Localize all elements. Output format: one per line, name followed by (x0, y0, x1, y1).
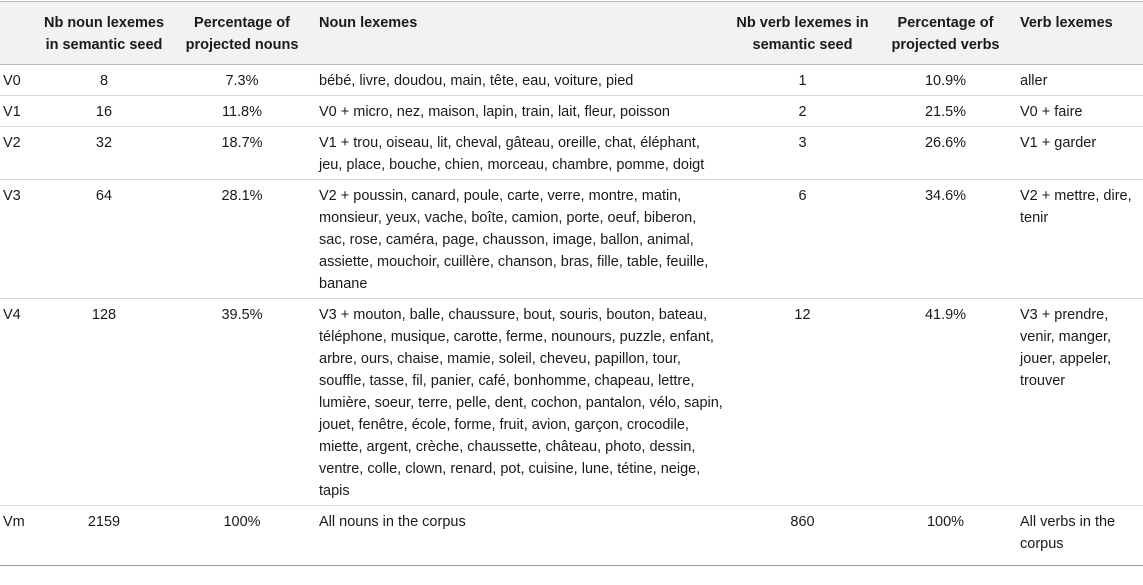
cell-nb-verb: 860 (730, 506, 875, 566)
cell-level: V4 (0, 299, 39, 506)
cell-verb-lexemes: V0 + faire (1016, 96, 1143, 127)
cell-noun-lexemes: V1 + trou, oiseau, lit, cheval, gâteau, oreille, chat, éléphant, jeu, place, bouche, chien, morceau, chambre, pomme, doigt (315, 127, 730, 180)
cell-nb-noun: 32 (39, 127, 169, 180)
table-row (0, 299, 1143, 506)
cell-pct-nouns: 11.8% (169, 96, 315, 127)
cell-verb-lexemes: aller (1016, 65, 1143, 96)
cell-nb-verb: 1 (730, 65, 875, 96)
table-body (0, 65, 1143, 566)
cell-noun-lexemes: V2 + poussin, canard, poule, carte, verre, montre, matin, monsieur, yeux, vache, boîte, camion, porte, oeuf, biberon, sac, rose, caméra, page, chausson, image, ballon, animal, assiette, mouchoir, cuillère, chanson, bras, fille, table, feuille, banane (315, 180, 730, 299)
cell-verb-lexemes: V1 + garder (1016, 127, 1143, 180)
table-row (0, 65, 1143, 96)
table-row (0, 506, 1143, 566)
cell-noun-lexemes: V0 + micro, nez, maison, lapin, train, lait, fleur, poisson (315, 96, 730, 127)
cell-noun-lexemes: bébé, livre, doudou, main, tête, eau, voiture, pied (315, 65, 730, 96)
cell-nb-noun: 8 (39, 65, 169, 96)
cell-pct-verbs: 10.9% (875, 65, 1016, 96)
table-row (0, 96, 1143, 127)
cell-nb-noun: 64 (39, 180, 169, 299)
header-cell-noun-lexemes: Noun lexemes (315, 2, 730, 65)
cell-level: V0 (0, 65, 39, 96)
cell-nb-verb: 12 (730, 299, 875, 506)
table-row (0, 127, 1143, 180)
table-row (0, 180, 1143, 299)
lexeme-seed-table (0, 1, 1143, 566)
cell-pct-nouns: 18.7% (169, 127, 315, 180)
cell-pct-verbs: 26.6% (875, 127, 1016, 180)
cell-verb-lexemes: All verbs in the corpus (1016, 506, 1143, 566)
header-cell-nb-verb: Nb verb lexemes in semantic seed (730, 2, 875, 65)
cell-noun-lexemes: All nouns in the corpus (315, 506, 730, 566)
cell-verb-lexemes: V3 + prendre, venir, manger, jouer, appeler, trouver (1016, 299, 1143, 506)
cell-nb-verb: 6 (730, 180, 875, 299)
header-cell-nb-noun: Nb noun lexemes in semantic seed (39, 2, 169, 65)
cell-level: V3 (0, 180, 39, 299)
cell-noun-lexemes: V3 + mouton, balle, chaussure, bout, souris, bouton, bateau, téléphone, musique, carotte, ferme, nounours, puzzle, enfant, arbre, ours, chaise, mamie, soleil, cheveu, papillon, tour, souffle, tasse, fil, panier, café, bonhomme, chapeau, lettre, lumière, soeur, terre, pelle, dent, cochon, pantalon, vélo, sapin, jouet, fenêtre, école, forme, fruit, avion, garçon, crocodile, miette, argent, crèche, chaussette, château, photo, dessin, ventre, colle, clown, renard, pot, cuisine, lune, tétine, neige, tapis (315, 299, 730, 506)
cell-level: V2 (0, 127, 39, 180)
cell-pct-verbs: 21.5% (875, 96, 1016, 127)
cell-pct-verbs: 100% (875, 506, 1016, 566)
cell-pct-verbs: 34.6% (875, 180, 1016, 299)
header-cell-pct-nouns: Percentage of projected nouns (169, 2, 315, 65)
cell-nb-verb: 3 (730, 127, 875, 180)
cell-nb-noun: 2159 (39, 506, 169, 566)
cell-level: V1 (0, 96, 39, 127)
table-header (0, 2, 1143, 65)
header-cell-level (0, 2, 39, 65)
cell-pct-nouns: 100% (169, 506, 315, 566)
cell-level: Vm (0, 506, 39, 566)
cell-nb-verb: 2 (730, 96, 875, 127)
cell-pct-nouns: 7.3% (169, 65, 315, 96)
header-cell-pct-verbs: Percentage of projected verbs (875, 2, 1016, 65)
cell-nb-noun: 16 (39, 96, 169, 127)
cell-nb-noun: 128 (39, 299, 169, 506)
header-cell-verb-lexemes: Verb lexemes (1016, 2, 1143, 65)
header-row (0, 2, 1143, 65)
cell-pct-nouns: 28.1% (169, 180, 315, 299)
cell-verb-lexemes: V2 + mettre, dire, tenir (1016, 180, 1143, 299)
cell-pct-nouns: 39.5% (169, 299, 315, 506)
cell-pct-verbs: 41.9% (875, 299, 1016, 506)
